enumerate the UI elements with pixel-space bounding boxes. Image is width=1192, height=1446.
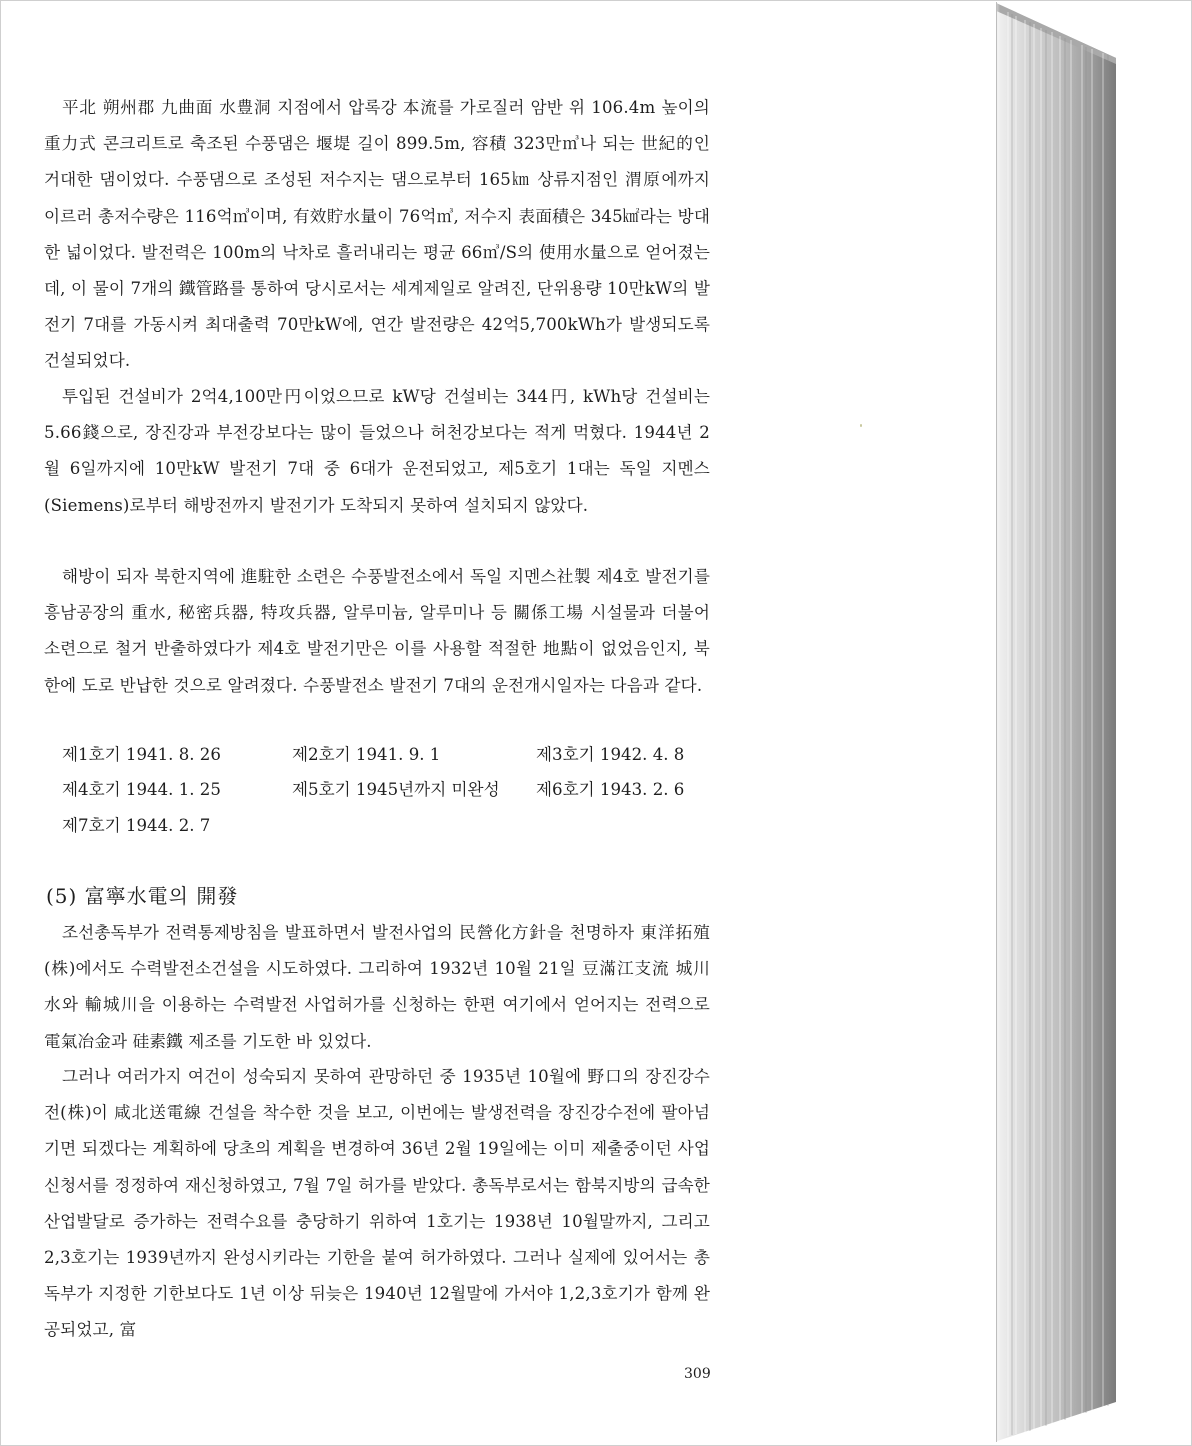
section-title: (5) 富寧水電의 開發 (46, 884, 239, 908)
unit-list-item: 제3호기 1942. 4. 8 (536, 745, 685, 764)
page-number: 309 (684, 1366, 711, 1382)
paper-speck (860, 424, 862, 427)
paragraph-soviet-removal: 해방이 되자 북한지역에 進駐한 소련은 수풍발전소에서 독일 지멘스社製 제4호 발전기를 흥남공장의 重水, 秘密兵器, 特攻兵器, 알루미늄, 알루미나 등 關係工場 시설물과 더불어 소련으로 철거 반출하였다가 제4호 발전기만은 이를 사용할 적절한 地點이 없었음인지, 북한에 도로 반납한 것으로 알려졌다. 수풍발전소 발전기 7대의 운전개시일자는 다음과 같다. (44, 567, 710, 695)
unit-list-item: 제4호기 1944. 1. 25 (62, 780, 221, 799)
paragraph-construction-cost: 투입된 건설비가 2억4,100만円이었으므로 kW당 건설비는 344円, kWh당 건설비는 5.66錢으로, 장진강과 부전강보다는 많이 들었으나 허천강보다는 적게 먹혔다. 1944년 2월 6일까지에 10만kW 발전기 7대 중 6대가 운전되었고, 제5호기 1대는 독일 지멘스(Siemens)로부터 해방전까지 발전기가 도착되지 못하여 설치되지 않았다. (44, 387, 710, 515)
unit-list-item: 제7호기 1944. 2. 7 (62, 816, 211, 835)
unit-list-item: 제6호기 1943. 2. 6 (536, 780, 685, 799)
unit-list-item: 제2호기 1941. 9. 1 (292, 745, 441, 764)
unit-list-item: 제1호기 1941. 8. 26 (62, 745, 221, 764)
book-page-edges (994, 2, 1118, 1442)
paragraph-buryeong-permit: 그러나 여러가지 여건이 성숙되지 못하여 관망하던 중 1935년 10월에 野口의 장진강수전(株)이 咸北送電線 건설을 착수한 것을 보고, 이번에는 발생전력을 장진강수전에 팔아넘기면 되겠다는 계획하에 당초의 계획을 변경하여 36년 2월 19일에는 이미 제출중이던 사업신청서를 정정하여 재신청하였고, 7월 7일 허가를 받았다. 총독부로서는 함북지방의 급속한 산업발달로 증가하는 전력수요를 충당하기 위하여 1호기는 1938년 10월말까지, 그리고 2,3호기는 1939년까지 완성시키라는 기한을 붙여 허가하였다. 그러나 실제에 있어서는 총독부가 지정한 기한보다도 1년 이상 뒤늦은 1940년 12월말에 가서야 1,2,3호기가 함께 완공되었고, 富 (44, 1067, 710, 1340)
unit-list-item: 제5호기 1945년까지 미완성 (292, 780, 500, 799)
document-page (2, 2, 997, 1442)
paragraph-tongyang-takusyoku: 조선총독부가 전력통제방침을 발표하면서 발전사업의 民營化方針을 천명하자 東洋拓殖(株)에서도 수력발전소건설을 시도하였다. 그리하여 1932년 10월 21일 豆滿江支流 城川水와 輸城川을 이용하는 수력발전 사업허가를 신청하는 한편 여기에서 얻어지는 전력으로 電氣冶金과 硅素鐵 제조를 기도한 바 있었다. (44, 923, 710, 1051)
paragraph-supung-dam: 平北 朔州郡 九曲面 水豊洞 지점에서 압록강 本流를 가로질러 암반 위 106.4m 높이의 重力式 콘크리트로 축조된 수풍댐은 堰堤 길이 899.5m, 容積 323만㎥나 되는 世紀的인 거대한 댐이었다. 수풍댐으로 조성된 저수지는 댐으로부터 165㎞ 상류지점인 渭原에까지 이르러 총저수량은 116억㎥이며, 有效貯水量이 76억㎥, 저수지 表面積은 345㎢라는 방대한 넓이었다. 발전력은 100m의 낙차로 흘러내리는 평균 66㎥/S의 使用水量으로 얻어졌는데, 이 물이 7개의 鐵管路를 통하여 당시로서는 세계제일로 알려진, 단위용량 10만kW의 발전기 7대를 가동시켜 최대출력 70만kW에, 연간 발전량은 42억5,700kWh가 발생되도록 건설되었다. (44, 98, 710, 371)
